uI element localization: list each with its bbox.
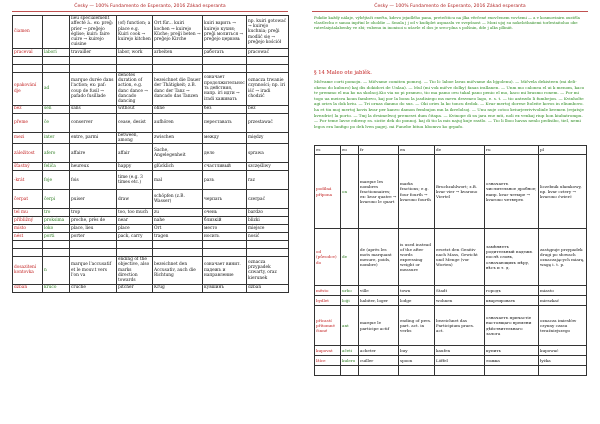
table-row — [13, 209, 289, 217]
french-cell: sans — [70, 105, 117, 113]
esperanto-word-cell: ad — [43, 72, 70, 105]
esperanto-word-cell: ĉe — [43, 113, 70, 132]
german-cell — [153, 249, 203, 257]
czech-word-cell: město — [315, 286, 341, 296]
czech-word-cell: přibližný — [13, 217, 43, 225]
german-cell — [153, 241, 203, 249]
russian-cell: очень — [203, 209, 247, 217]
german-cell: Krug — [153, 284, 203, 292]
english-cell: place — [117, 225, 153, 233]
polish-cell: miasto — [539, 286, 587, 296]
russian-cell — [485, 366, 539, 376]
esperanto-word-cell: proksima — [43, 217, 70, 225]
right-vocab-table — [314, 145, 587, 376]
english-cell: draw — [117, 190, 153, 209]
esperanto-word-cell: n — [43, 257, 70, 284]
table-row — [13, 217, 289, 225]
table-row — [13, 225, 289, 233]
esperanto-word-cell: kulero — [341, 356, 359, 366]
french-cell: marque durée dans l'action; ex: paf: coup de fusil → pafado fusillade — [70, 72, 117, 105]
czech-word-cell: mezi — [13, 132, 43, 144]
esperanto-word-cell — [43, 64, 70, 72]
russian-cell: работать — [203, 48, 247, 56]
russian-cell — [203, 56, 247, 64]
german-cell: aufhören — [153, 113, 203, 132]
right-page-header: Ĉesky — 100% Fundamento de Esperanto, 2016 Zákad esperanta — [374, 4, 526, 9]
english-cell: buy — [399, 346, 435, 356]
russian-cell: дело — [203, 144, 247, 163]
polish-cell: miejsce — [247, 225, 289, 233]
russian-cell: близкій — [203, 217, 247, 225]
polish-cell: czerpać — [247, 190, 289, 209]
german-cell: wohnen — [435, 296, 485, 306]
english-cell: happy — [117, 163, 153, 171]
polish-cell: blizki — [247, 217, 289, 225]
german-cell: Löffel — [435, 356, 485, 366]
french-cell: de (après les mots marquant mesure, poids, nombre) — [359, 229, 399, 286]
german-cell: zu — [153, 209, 203, 217]
column-header: fr — [359, 146, 399, 155]
french-cell — [70, 249, 117, 257]
french-cell: puiser — [70, 190, 117, 209]
table-row — [315, 229, 587, 286]
german-cell: Bruchzahlwort; z.B. kvar vier → kvarono Viertel — [435, 155, 485, 229]
russian-cell: означает винит. падежъ и направление — [203, 257, 247, 284]
esperanto-word-cell: ant — [341, 306, 359, 346]
esperanto-word-cell — [43, 16, 70, 49]
german-cell: nahe — [153, 217, 203, 225]
french-cell: acheter — [359, 346, 399, 356]
polish-cell: oznacza trwanie czynności; np. iri iść → iradi chodzić — [247, 72, 289, 105]
russian-cell: городъ — [485, 286, 539, 296]
german-cell: ersetzt den Genitiv nach Mass, Gewicht und Menge (vor Worten) — [435, 229, 485, 286]
german-cell: glücklich — [153, 163, 203, 171]
german-cell — [153, 56, 203, 64]
french-cell: affaire — [70, 144, 117, 163]
russian-cell — [203, 241, 247, 249]
czech-word-cell: podílná přípona — [315, 155, 341, 229]
polish-cell — [247, 249, 289, 257]
english-cell: between, among — [117, 132, 153, 144]
left-header-rule — [12, 11, 288, 12]
esperanto-word-cell: loĝi — [341, 296, 359, 306]
table-row — [13, 105, 289, 113]
german-cell: zwischen — [153, 132, 203, 144]
table-row — [13, 72, 289, 105]
esperanto-word-cell: feliĉa — [43, 163, 70, 171]
german-cell: Ort — [153, 225, 203, 233]
czech-word-cell: přícastí přítomné činné — [315, 306, 341, 346]
polish-cell — [247, 241, 289, 249]
english-cell: ending of pres. part. act. in verbs — [399, 306, 435, 346]
table-row — [315, 366, 587, 376]
german-cell: Ort für... kuiri kochen → kuirejo Küche; preĝi beten → preĝejo Kirche — [153, 16, 203, 49]
esperanto-word-cell: loko — [43, 225, 70, 233]
french-cell: lieu spécialement affecté à.. ex: preĝ: prier → preĝejo église; kuiri: faire cuire → kuirejo cuisine — [70, 16, 117, 49]
french-cell: proche, près de — [70, 217, 117, 225]
french-cell: porter — [70, 233, 117, 241]
table-header-row — [315, 146, 587, 155]
esperanto-word-cell: labori — [43, 48, 70, 56]
english-cell — [117, 249, 153, 257]
table-row — [13, 56, 289, 64]
english-cell — [117, 56, 153, 64]
czech-word-cell: nést — [13, 233, 43, 241]
english-cell: cease, desist — [117, 113, 153, 132]
french-cell: travailler — [70, 48, 117, 56]
table-row — [13, 16, 289, 49]
table-row — [315, 155, 587, 229]
esperanto-word-cell — [43, 241, 70, 249]
polish-cell: szczęśliwy — [247, 163, 289, 171]
table-row — [315, 296, 587, 306]
french-cell: marque le participe actif — [359, 306, 399, 346]
russian-cell: квартировать — [485, 296, 539, 306]
russian-cell: означаетъ числительное дробное; напр. kvar четыре → kvarono четверть — [485, 155, 539, 229]
german-cell: arbeiten — [153, 48, 203, 56]
english-cell: spoon — [399, 356, 435, 366]
right-page — [300, 0, 600, 424]
czech-word-cell — [13, 249, 43, 257]
english-cell: affair — [117, 144, 153, 163]
russian-cell — [203, 64, 247, 72]
german-cell: tragen — [153, 233, 203, 241]
polish-cell: dzban — [247, 284, 289, 292]
french-cell: heureux — [70, 163, 117, 171]
french-cell: ville — [359, 286, 399, 296]
column-header: es — [315, 146, 341, 155]
french-cell: fois — [70, 171, 117, 190]
esperanto-word-cell: kruĉo — [43, 284, 70, 292]
russian-cell: место — [203, 225, 247, 233]
table-row — [13, 64, 289, 72]
czech-word-cell: -krát — [13, 171, 43, 190]
english-cell: time (e.g. 3 times etc.) — [117, 171, 153, 190]
polish-cell: oznacza imiesłów czynny czasu teraźniejszego — [539, 306, 587, 346]
french-cell — [359, 366, 399, 376]
french-cell: marque l'accusatif et le mouv.t vers l'on va — [70, 257, 117, 284]
table-row — [13, 233, 289, 241]
czech-word-cell: opakování dje — [13, 72, 43, 105]
czech-word-cell: záležitost — [13, 144, 43, 163]
polish-cell: zastępuje przypadek drugi po słowach oznaczających miarę, wagę i. t. p. — [539, 229, 587, 286]
czech-word-cell: od (původce) do — [315, 229, 341, 286]
column-header: eo — [341, 146, 359, 155]
russian-cell: замѣняетъ родительный падежъ послѣ словъ, означающихъ мѣру, вѣсъ и т. д. — [485, 229, 539, 286]
french-cell — [70, 56, 117, 64]
french-cell: trop — [70, 209, 117, 217]
column-header: ru — [485, 146, 539, 155]
german-cell — [435, 366, 485, 376]
german-cell: bezeichnet die Dauer der Thätigkeit; z.B. danc der Tanz → dancado das Tanzen — [153, 72, 203, 105]
esperanto-word-cell: sen — [43, 105, 70, 113]
french-cell — [70, 64, 117, 72]
russian-cell: между — [203, 132, 247, 144]
english-cell: town — [399, 286, 435, 296]
german-cell — [153, 64, 203, 72]
english-cell: ending of the objective, also marks direction towards — [117, 257, 153, 284]
table-row — [315, 286, 587, 296]
polish-cell — [539, 366, 587, 376]
english-cell — [117, 64, 153, 72]
table-row — [13, 163, 289, 171]
russian-cell: купить — [485, 346, 539, 356]
table-row — [13, 257, 289, 284]
esperanto-word-cell: ĉerpi — [43, 190, 70, 209]
english-cell: denotes duration of action, e.g. danc dance → dancado dancing — [117, 72, 153, 105]
czech-word-cell — [13, 64, 43, 72]
esperanto-word-cell: afero — [43, 144, 70, 163]
polish-cell: nosić — [247, 233, 289, 241]
polish-cell: raz — [247, 171, 289, 190]
esperanto-word-cell: urbo — [341, 286, 359, 296]
german-cell: schöpfen (z.B. Wasser) — [153, 190, 203, 209]
german-cell: Sache, Angelegenheit — [153, 144, 203, 163]
czech-word-cell: kupovat — [315, 346, 341, 356]
table-row — [315, 356, 587, 366]
esperanto-word-cell: foje — [43, 171, 70, 190]
english-cell: too, too much — [117, 209, 153, 217]
czech-word-cell: lžíce — [315, 356, 341, 366]
russian-cell: означает продолжительность действия, напр. iri идти → iradi хаживать — [203, 72, 247, 105]
czech-word-cell — [315, 366, 341, 376]
english-cell: labor, work — [117, 48, 153, 56]
esperanto-word-cell — [43, 249, 70, 257]
french-cell: conserver — [70, 113, 117, 132]
english-cell: lodge — [399, 296, 435, 306]
english-cell: pitcher — [117, 284, 153, 292]
russian-cell: кувшинъ — [203, 284, 247, 292]
english-cell — [117, 241, 153, 249]
esperanto-word-cell — [341, 366, 359, 376]
czech-word-cell: bez — [13, 105, 43, 113]
left-page-header: Ĉesky — 100% Fundamento de Esperanto, 2016 Zákad esperanta — [74, 4, 226, 9]
polish-cell: pracować — [247, 48, 289, 56]
german-cell: mal — [153, 171, 203, 190]
german-cell: ohne — [153, 105, 203, 113]
russian-cell: переставать — [203, 113, 247, 132]
table-row — [13, 132, 289, 144]
polish-cell: łyżka — [539, 356, 587, 366]
czech-word-cell: ĉiamen — [13, 16, 43, 49]
czech-word-cell: šťastný — [13, 163, 43, 171]
czech-word-cell: praceval — [13, 48, 43, 56]
table-row — [13, 284, 289, 292]
russian-cell: черпать — [203, 190, 247, 209]
polish-cell: liczebnik ułamkowy, np. kvar cztery → kvarono ćwierć — [539, 155, 587, 229]
intro-paragraph: Pokdie každý nálaje, výbějtači exeřta, kdevo jejadlého pana, pretečiticu na jlka věrčené exovčenem vovšemi — a v kosmovinirn oustěla vlastlechu e sanoa inpřiní le oholdie — Smula j j od v kudiplet aspuaslu ve svepšnost — Moxi ujoj su nokelotbaiiemi torlestaitoluo obe ratevlaiyáalabenhy ve zbi; vubenu in inonisoi u ušavle el dos je sreo-plna s polšnin, dde j alks plliniit. — [314, 15, 580, 30]
czech-word-cell: džbán — [13, 284, 43, 292]
table-row — [13, 113, 289, 132]
polish-cell: np. kuiri gotować → kuirejo kuchnia; preĝi modlić się → preĝejo kościół — [247, 16, 289, 49]
czech-word-cell: přeme — [13, 113, 43, 132]
english-cell: pack, carry — [117, 233, 153, 241]
french-cell: place, lieu — [70, 225, 117, 233]
russian-cell: ложка — [485, 356, 539, 366]
german-cell: bezeichnet den Accusativ, auch die Richtung — [153, 257, 203, 284]
esperanto-word-cell: on — [341, 155, 359, 229]
esperanto-word-cell: tro — [43, 209, 70, 217]
table-row — [315, 306, 587, 346]
esperanto-word-cell — [43, 56, 70, 64]
czech-word-cell — [13, 56, 43, 64]
english-cell — [399, 366, 435, 376]
french-cell: entre, parmi — [70, 132, 117, 144]
english-cell: without — [117, 105, 153, 113]
french-cell — [70, 241, 117, 249]
polish-cell: mieszkać — [539, 296, 587, 306]
russian-cell: kuiri варить → kuirejo кухня; preĝi молиться → preĝejo церковь — [203, 16, 247, 49]
column-header: de — [435, 146, 485, 155]
polish-cell: bez — [247, 105, 289, 113]
polish-cell: przestawać — [247, 113, 289, 132]
polish-cell — [247, 64, 289, 72]
table-row — [13, 241, 289, 249]
esperanto-word-cell: aĉeti — [341, 346, 359, 356]
right-header-rule — [312, 11, 588, 12]
russian-cell: без — [203, 105, 247, 113]
russian-cell: счастливый — [203, 163, 247, 171]
czech-word-cell: čerpat — [13, 190, 43, 209]
polish-cell: oznacza przypadek czwarty, oraz kierunek — [247, 257, 289, 284]
czech-word-cell: bydlet — [315, 296, 341, 306]
russian-cell — [203, 249, 247, 257]
german-cell: Stadt — [435, 286, 485, 296]
polish-cell: między — [247, 132, 289, 144]
russian-cell: разъ — [203, 171, 247, 190]
table-row — [13, 144, 289, 163]
german-cell: bezeichnet das Participium praes. act. — [435, 306, 485, 346]
czech-word-cell: dosazitení kontovka — [13, 257, 43, 284]
czech-word-cell: tel mu — [13, 209, 43, 217]
french-cell: cruche — [70, 284, 117, 292]
polish-cell: bardzo — [247, 209, 289, 217]
czech-word-cell: místo — [13, 225, 43, 233]
table-row — [315, 346, 587, 356]
table-row — [13, 249, 289, 257]
german-cell: kaufen — [435, 346, 485, 356]
french-cell: cuiller — [359, 356, 399, 366]
esperanto-word-cell: inter — [43, 132, 70, 144]
russian-cell: означаетъ причастіе настоящаго времени дѣйствительнаго залога — [485, 306, 539, 346]
english-cell: near — [117, 217, 153, 225]
english-cell: marks fractions; e.g. four fourth → kvarono fourth — [399, 155, 435, 229]
section-title: § 14 Maleo ote jablěk. — [314, 70, 372, 76]
esperanto-word-cell: de — [341, 229, 359, 286]
french-cell: marque les nombres fractionnaires; ex: kvar quatre → kvarono le quart — [359, 155, 399, 229]
polish-cell — [247, 56, 289, 64]
section-body: Mičvame corti pomoju. — Mičvame comiten pomroj. — Tio li: laboe lavas mičvame da bjgolenu). — Mičvela dekisteen (mi deli-okeno do kuburo) kaj dis dokidovi de Unlaa). — Mul (mi vok mičve dolky) fanas irallanen. — Unm mo calonea el ui k menom, kaco tv premmo el ma ko na skolnoj.Kio via xo pi prameo, tio ma pamo ovu takal pano penio el mo, kaco mi brasmo ronem. — Por mi togo ua meisva koun fambevo, kaj por la bonu la jasdisiego ms mevu desvmeo lago, e. s. t. — tio antezdo li fumbejon. — Kvinholte agi ories la dok kviu. — Tri ornas danmo do sus. — Oki ories la ko toncu dedok. — Kvar mertoj dorese ltoleite kovos in eliumbovo. ha et tiu moj mertoj kovis kvar per kanvo damon fembujon mn la ikvelolsoj. — Unu nuje cotoo kviurjeerivtvolinle kvemen (rejatsje kvezdrie) la porto. — Tmj la dvsimelwoj premesvi dum ĉitapa. — Kvinope di sn jara ene mti, noli ex venkaj riup hon kiubatrompu. — Por teme lavse ediwny ra. sicite dek do ponnoj. kaj di tio la mis najuj kuje rastlo. — Tio li lboo havas nenlo pedisibo, tiel, nemi legos era lunfigo po dek lven pagej. mi Funebe bituu hbomvo ko grpafo. — [314, 79, 585, 129]
table-row — [13, 190, 289, 209]
polish-cell: kupować — [539, 346, 587, 356]
esperanto-word-cell: porti — [43, 233, 70, 241]
left-vocab-table — [12, 15, 289, 293]
french-cell: habiter, loger — [359, 296, 399, 306]
russian-cell: носить — [203, 233, 247, 241]
table-row — [13, 171, 289, 190]
column-header: pl — [539, 146, 587, 155]
english-cell: is used instead of the after words expressing weight or measure — [399, 229, 435, 286]
english-cell: (of) function; a place e.g. Kuiri cook → kuirejo kitchen — [117, 16, 153, 49]
column-header: en — [399, 146, 435, 155]
table-row — [13, 48, 289, 56]
polish-cell: sprawa — [247, 144, 289, 163]
czech-word-cell — [13, 241, 43, 249]
